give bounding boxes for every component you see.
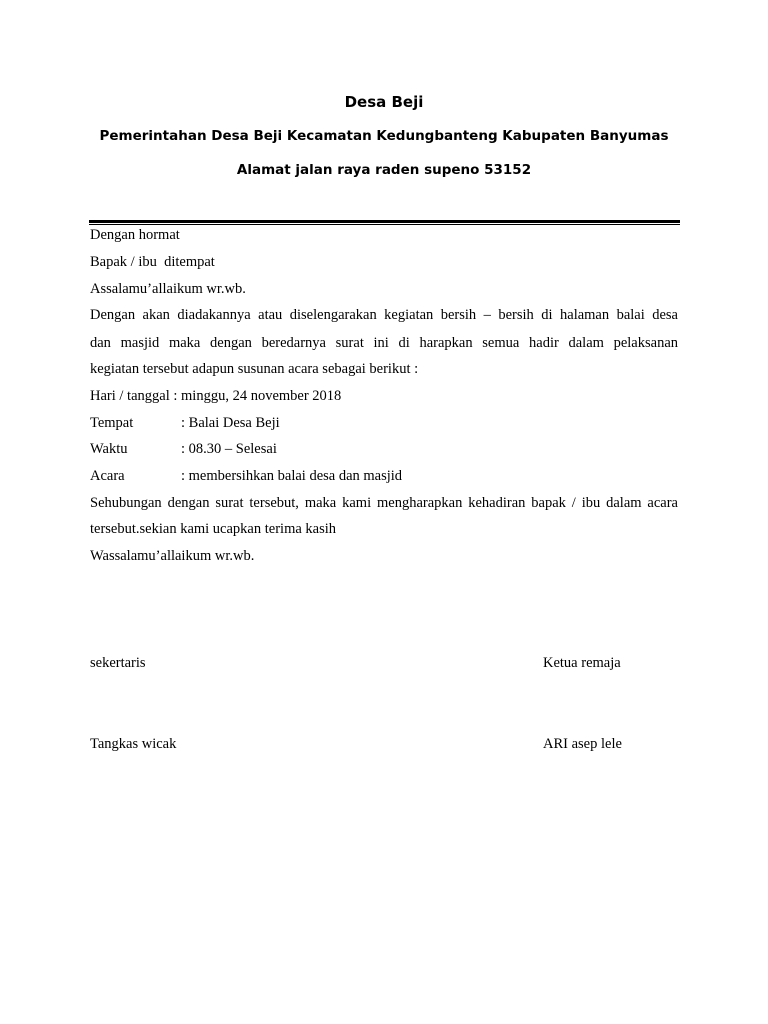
opening-greeting: Assalamu’allaikum wr.wb. bbox=[90, 281, 246, 297]
detail-time-value: : 08.30 – Selesai bbox=[181, 441, 277, 457]
signature-left-name: Tangkas wicak bbox=[90, 736, 177, 752]
detail-event-label: Acara bbox=[90, 468, 125, 484]
paragraph1-line3: kegiatan tersebut adapun susunan acara sebagai berikut : bbox=[90, 361, 419, 377]
detail-time bbox=[90, 440, 678, 458]
detail-time-label: Waktu bbox=[90, 441, 128, 457]
detail-place bbox=[90, 414, 678, 432]
paragraph1-line2: dan masjid maka dengan beredarnya surat ini di harapkan semua hadir dalam pelaksanan bbox=[90, 335, 678, 351]
letterhead-divider-thick bbox=[89, 220, 680, 223]
signature-right-title: Ketua remaja bbox=[543, 655, 621, 671]
letterhead-address: Alamat jalan raya raden supeno 53152 bbox=[236, 162, 532, 178]
paragraph1-line1: Dengan akan diadakannya atau diselengarakan kegiatan bersih – bersih di halaman balai desa bbox=[90, 307, 678, 323]
detail-date-value: : minggu, 24 november 2018 bbox=[173, 388, 342, 404]
letterhead-subtitle: Pemerintahan Desa Beji Kecamatan Kedungbanteng Kabupaten Banyumas bbox=[99, 128, 669, 144]
signature-right-name: ARI asep lele bbox=[543, 736, 622, 752]
salutation: Dengan hormat bbox=[90, 227, 180, 243]
recipient: Bapak / ibu ditempat bbox=[90, 254, 215, 270]
detail-place-label: Tempat bbox=[90, 415, 134, 431]
paragraph2-line1: Sehubungan dengan surat tersebut, maka kami mengharapkan kehadiran bapak / ibu dalam acara bbox=[90, 495, 678, 511]
detail-date bbox=[90, 387, 678, 405]
detail-event bbox=[90, 467, 678, 485]
paragraph2-line2: tersebut.sekian kami ucapkan terima kasih bbox=[90, 521, 337, 537]
letterhead-title: Desa Beji bbox=[344, 93, 424, 111]
letterhead-divider-thin bbox=[89, 224, 680, 225]
detail-date-label: Hari / tanggal bbox=[90, 388, 170, 404]
signature-left-title: sekertaris bbox=[90, 655, 146, 671]
closing-greeting: Wassalamu’allaikum wr.wb. bbox=[90, 548, 255, 564]
detail-event-value: : membersihkan balai desa dan masjid bbox=[181, 468, 403, 484]
detail-place-value: : Balai Desa Beji bbox=[181, 415, 280, 431]
